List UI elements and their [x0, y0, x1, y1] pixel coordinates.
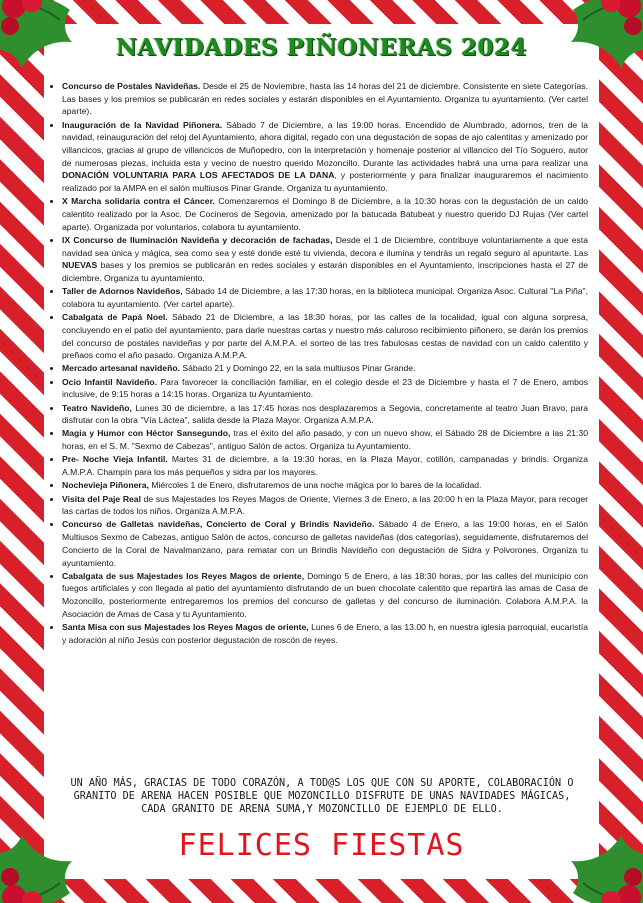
- event-description: Domingo 5 de Enero, a las 18:30 horas, por las calles del municipio con fuegos artificiales y con llegada al patio del ayuntamiento disfrutando de un buen chocolate calentito que repartirá las amas de Casa de Mozoncillo, posteriormente entregaremos los premios del concurso de galletas y del concurso de iluminación. Colabora A.M.P.A. la Asociación de Amas de Casa y tu Ayuntamiento.: [62, 570, 588, 619]
- event-description: de sus Majestades los Reyes Magos de Oriente, Viernes 3 de Enero, a las 20:00 h en la Plaza Mayor, para recoger las cartas de todos los niños. Organiza A.M.P.A.: [62, 493, 588, 517]
- event-description: bases y los premios se publicarán en redes sociales y estarán disponibles en el Ayuntamiento, inscripciones hasta el 27 de diciembre. Organiza tu ayuntamiento.: [62, 260, 588, 284]
- event-title: Santa Misa con sus Majestades los Reyes Magos de oriente,: [62, 622, 309, 633]
- event-title: IX Concurso de Iluminación Navideña y decoración de fachadas,: [62, 234, 333, 245]
- event-description: Sábado 14 de Diciembre, a las 17:30 horas, en la biblioteca municipal. Organiza Asoc. Cultural "La Piña", colabora tu ayuntamiento. (Ver cartel aparte).: [62, 286, 588, 309]
- event-title: Inauguración de la Navidad Piñonera.: [62, 119, 223, 130]
- event-description: Sábado 7 de Diciembre, a las 19:00 horas. Encendido de Alumbrado, adornos, tren de la navidad, reinauguración del reloj del Ayuntamiento, ahora digital, regado con una degustación de sopas de ajo calentitas y amenizado por villancicos, gracias al grupo de villancicos de Muñopedro, con la interpretación y homenaje posterior al villancico del Tío Soguero, autor de numerosas piezas, incluida esta y vecino de nuestro querido Mozoncillo. Durante las actividades habrá una urna para realizar una: [62, 119, 589, 168]
- event-title: Cabalgata de Papá Noel.: [62, 312, 168, 323]
- event-title: Concurso de Galletas navideñas, Concierto de Coral y Brindis Navideño.: [62, 519, 375, 530]
- closing-message: [48, 777, 596, 816]
- event-item: [62, 119, 588, 195]
- event-item: [62, 402, 588, 427]
- event-title: Taller de Adornos Navideños,: [62, 286, 183, 297]
- event-title: Mercado artesanal navideño.: [62, 363, 180, 374]
- event-highlight: DONACIÓN VOLUNTARIA PARA LOS AFECTADOS DE LA DANA: [62, 170, 335, 181]
- event-title: Teatro Navideño,: [62, 402, 132, 413]
- page-title: NAVIDADES PIÑONERAS 2024: [116, 34, 527, 61]
- event-item: [62, 427, 588, 452]
- event-description: Martes 31 de diciembre, a la 19:30 horas, en la Plaza Mayor, cotillón, campanadas y brindis. Organiza A.M.P.A. Champín para los más pequeños y sidra par los mayores.: [62, 454, 588, 478]
- event-description: Lunes 30 de diciembre, a las 17:45 horas nos desplazaremos a Segovia, concretamente al teatro Juan Bravo, para disfrutar con la obra "Vía Láctea", salida desde la Plaza Mayor. Organiza A.M.P.A.: [62, 402, 588, 426]
- event-description: Para favorecer la conciliación familiar, en el colegio desde el 23 de Diciembre y hasta el 7 de Enero, ambos inclusive, de 9:15 horas a 14:15 horas. Organiza tu Ayuntamiento.: [62, 376, 588, 400]
- event-item: [62, 479, 588, 492]
- event-description: Sábado 4 de Enero, a las 19:00 horas, en el Salón Multiusos Sexmo de Cabezas, antiguo Salón de actos, concurso de galletas navideñas (dos categorías), seguidamente, disfrutaremos del Concierto de la Coral de Navalmanzano, para rematar con un Brindis Navideño con degustación de Sidra y Polvorones. Organiza tu ayuntamiento.: [62, 519, 589, 568]
- event-item: [62, 195, 588, 233]
- event-item: [62, 453, 588, 478]
- event-highlight: NUEVAS: [62, 260, 98, 271]
- closing-line: GRANITO DE ARENA HACEN POSIBLE QUE MOZONCILLO DISFRUTE DE UNAS NAVIDADES MÁGICAS,: [73, 791, 571, 802]
- felices-fiestas-heading: FELICES FIESTAS: [178, 828, 465, 863]
- event-title: X Marcha solidaria contra el Cáncer.: [62, 196, 215, 207]
- event-item: [62, 234, 588, 285]
- event-description: Lunes 6 de Enero, a las 13.00 h, en nuestra iglesia parroquial, eucaristía y adoración al niño Jesús con posterior degustación de roscón de reyes.: [62, 622, 588, 645]
- event-item: [62, 311, 588, 362]
- event-description: Sábado 21 de Diciembre, a las 18:30 horas, por las calles de la localidad, igual con alguna sorpresa, concluyendo en el patio del ayuntamiento, para darle nuestras cartas y nuestro más caluroso recibimiento piñonero, se darán los premios del concurso de postales navideñas y por parte del A.M.P.A. el sorteo de las tres fabulosas cestas de navidad con un caldo calentito y preñaos como el año pasado. Organiza A.M.P.A.: [62, 312, 588, 361]
- event-item: [62, 493, 588, 518]
- event-title: Cabalgata de sus Majestades los Reyes Magos de oriente,: [62, 570, 305, 581]
- event-item: [62, 362, 588, 375]
- event-item: [62, 621, 588, 646]
- closing-line: CADA GRANITO DE ARENA SUMA,Y MOZONCILLO DE EJEMPLO DE ELLO.: [141, 804, 503, 815]
- event-description: Desde el 1 de Diciembre, contribuye voluntariamente a que esta navidad sea única y mágica, sea como sea y esté donde esté tu vivienda, decora e ilumina y tendrás un regalo seguro al apuntarte. Las: [62, 234, 588, 258]
- event-title: Nochevieja Piñonera,: [62, 480, 149, 491]
- event-title: Concurso de Postales Navideñas.: [62, 81, 201, 91]
- event-title: Pre- Noche Vieja Infantil.: [62, 454, 168, 465]
- event-item: [62, 376, 588, 401]
- event-description: tras el éxito del año pasado, y con un nuevo show, el Sábado 28 de Diciembre a las 21:30 horas, en el S. M. "Sexmo de Cabezas", antiguo Salón de actos. Organiza tu Ayuntamiento.: [62, 428, 588, 452]
- event-item: [62, 570, 588, 621]
- event-item: [62, 518, 588, 569]
- event-list-container: [48, 80, 588, 647]
- event-item: [62, 285, 588, 310]
- event-title: Visita del Paje Real: [62, 493, 141, 504]
- event-description: Miércoles 1 de Enero, disfrutaremos de una noche mágica por lo bares de la localidad.: [148, 480, 482, 491]
- event-item: [62, 80, 588, 118]
- closing-line: UN AÑO MÁS, GRACIAS DE TODO CORAZÓN, A TOD@S LOS QUE CON SU APORTE, COLABORACIÓN O: [70, 778, 574, 789]
- event-description: Desde el 25 de Noviembre, hasta las 14 horas del 21 de diciembre. Consistente en siete Categorías. Las bases y los premios se publicarán en redes sociales y estarán disponibles en el Ayuntamiento. Organiza tu ayuntamiento. (Ver cartel aparte).: [62, 81, 588, 117]
- event-description: Comenzaremos el Domingo 8 de Diciembre, a la 10:30 horas con la degustación de un caldo calentito realizado por la Asoc. De Cocineros de Segovia, amenizado por la batucada Batubeat y nuestro querido DJ Rujas (Ver cartel aparte). Organizada por voluntarios, colabora tu ayuntamiento.: [62, 196, 588, 232]
- event-title: Magia y Humor con Héctor Sansegundo,: [62, 428, 231, 439]
- event-title: Ocio Infantil Navideño.: [62, 376, 158, 387]
- event-list: [48, 80, 588, 646]
- event-description: Sábado 21 y Domingo 22, en la sala multiusos Pinar Grande.: [179, 363, 416, 374]
- event-description: , y posteriormente y para finalizar inauguraremos el nacimiento realizado por la AMPA en el salón multiusos Pinar Grande. Organiza tu ayuntamiento.: [62, 170, 588, 194]
